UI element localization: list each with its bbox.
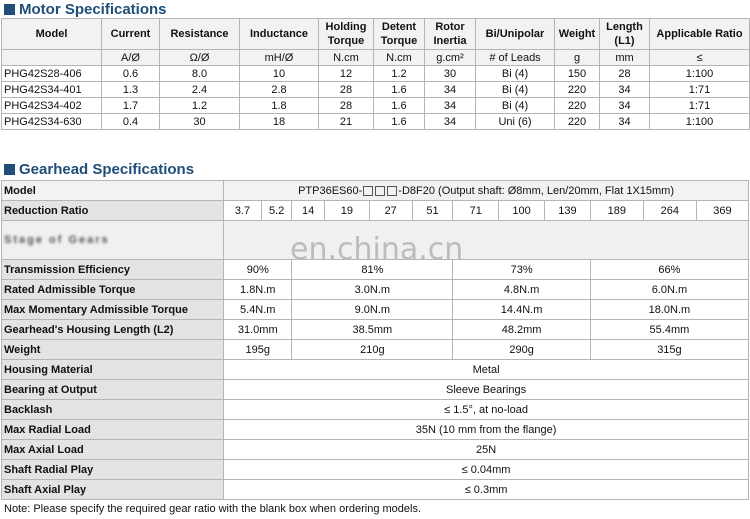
motor-spec-table <box>1 18 750 130</box>
header-cell: Inductance <box>240 19 319 50</box>
row-label: Max Momentary Admissible Torque <box>2 300 224 320</box>
table-cell: 4.8N.m <box>453 280 591 300</box>
table-cell: 18.0N.m <box>590 300 748 320</box>
unit-cell: g.cm² <box>425 50 476 66</box>
table-cell: 34 <box>425 82 476 98</box>
table-cell: 34 <box>425 114 476 130</box>
ratio-row <box>2 201 749 221</box>
table-cell: 12 <box>319 66 374 82</box>
table-cell: 21 <box>319 114 374 130</box>
table-cell: 28 <box>600 66 650 82</box>
footnote: Note: Please specify the required gear ratio with the blank box when ordering models. <box>4 503 422 515</box>
obscured-row <box>2 221 749 260</box>
table-cell: ≤ 1.5°, at no-load <box>224 400 749 420</box>
table-cell: 1.6 <box>374 98 425 114</box>
table-cell: 220 <box>555 82 600 98</box>
model-suffix: -D8F20 (Output shaft: Ø8mm, Len/20mm, Flat 1X15mm) <box>398 184 675 197</box>
table-cell: 5.4N.m <box>224 300 292 320</box>
model-cell: PHG42S34-401 <box>2 82 102 98</box>
ratio-cell: 369 <box>696 201 748 221</box>
ratio-cell: 3.7 <box>224 201 262 221</box>
table-cell: 290g <box>453 340 591 360</box>
model-cell: PHG42S34-630 <box>2 114 102 130</box>
table-cell: 28 <box>319 98 374 114</box>
table-cell: 34 <box>600 82 650 98</box>
blank-box-icon <box>363 186 373 196</box>
table-cell: 81% <box>292 260 453 280</box>
table-row <box>2 82 750 98</box>
motor-title: Motor Specifications <box>19 0 167 18</box>
table-cell: 150 <box>555 66 600 82</box>
row-label: Gearhead's Housing Length (L2) <box>2 320 224 340</box>
axial-load-row <box>2 440 749 460</box>
table-cell: 34 <box>425 98 476 114</box>
ratio-cell: 139 <box>545 201 591 221</box>
gear-title: Gearhead Specifications <box>19 160 195 178</box>
table-cell: Bi (4) <box>476 98 555 114</box>
ratio-cell: 27 <box>369 201 412 221</box>
unit-cell: Ω/Ø <box>160 50 240 66</box>
table-cell: 1.2 <box>160 98 240 114</box>
ratio-cell: 5.2 <box>261 201 292 221</box>
row-label: Shaft Axial Play <box>2 480 224 500</box>
weight-row <box>2 340 749 360</box>
table-cell: 1.3 <box>102 82 160 98</box>
section-marker-icon <box>4 164 15 175</box>
table-row <box>2 114 750 130</box>
gear-section-title <box>4 160 194 178</box>
header-cell: Length (L1) <box>600 19 650 50</box>
table-cell: Bi (4) <box>476 82 555 98</box>
ratio-cell: 264 <box>643 201 696 221</box>
momentary-torque-row <box>2 300 749 320</box>
header-cell: Current <box>102 19 160 50</box>
table-cell: 90% <box>224 260 292 280</box>
motor-units-row <box>2 50 750 66</box>
header-cell: Model <box>2 19 102 50</box>
table-cell: 0.4 <box>102 114 160 130</box>
header-cell: Resistance <box>160 19 240 50</box>
model-cell: PHG42S28-406 <box>2 66 102 82</box>
ratio-cell: 14 <box>292 201 325 221</box>
row-label: Shaft Radial Play <box>2 460 224 480</box>
blank-box-icon <box>375 186 385 196</box>
ratio-cell: 71 <box>453 201 499 221</box>
row-label: Bearing at Output <box>2 380 224 400</box>
unit-cell: ≤ <box>650 50 750 66</box>
table-cell: 31.0mm <box>224 320 292 340</box>
table-cell: 1.2 <box>374 66 425 82</box>
table-cell: 35N (10 mm from the flange) <box>224 420 749 440</box>
unit-cell: N.cm <box>319 50 374 66</box>
table-cell: 1.8 <box>240 98 319 114</box>
housing-length-row <box>2 320 749 340</box>
unit-cell: # of Leads <box>476 50 555 66</box>
table-row <box>2 66 750 82</box>
ratio-cell: 51 <box>412 201 453 221</box>
header-cell: Detent Torque <box>374 19 425 50</box>
table-cell: 66% <box>590 260 748 280</box>
table-cell: 48.2mm <box>453 320 591 340</box>
table-cell: 14.4N.m <box>453 300 591 320</box>
row-label: Model <box>2 181 224 201</box>
row-label: Backlash <box>2 400 224 420</box>
unit-cell: mH/Ø <box>240 50 319 66</box>
unit-cell: A/Ø <box>102 50 160 66</box>
table-cell: 210g <box>292 340 453 360</box>
table-cell: 315g <box>590 340 748 360</box>
table-row <box>2 98 750 114</box>
table-cell: Bi (4) <box>476 66 555 82</box>
table-cell: 18 <box>240 114 319 130</box>
table-cell: ≤ 0.3mm <box>224 480 749 500</box>
table-cell: 195g <box>224 340 292 360</box>
table-cell: 28 <box>319 82 374 98</box>
table-cell: 220 <box>555 98 600 114</box>
table-cell: ≤ 0.04mm <box>224 460 749 480</box>
table-cell: 1:100 <box>650 114 750 130</box>
blank-box-icon <box>387 186 397 196</box>
row-label: Max Axial Load <box>2 440 224 460</box>
ratio-cell: 100 <box>499 201 545 221</box>
table-cell: 3.0N.m <box>292 280 453 300</box>
table-cell: 1.6 <box>374 82 425 98</box>
table-cell: 8.0 <box>160 66 240 82</box>
table-cell: 9.0N.m <box>292 300 453 320</box>
model-row <box>2 181 749 201</box>
table-cell: 30 <box>160 114 240 130</box>
backlash-row <box>2 400 749 420</box>
obscured-label: Stage of Gears <box>2 221 224 260</box>
section-marker-icon <box>4 4 15 15</box>
table-cell: 34 <box>600 114 650 130</box>
motor-header-row <box>2 19 750 50</box>
table-cell: 1.8N.m <box>224 280 292 300</box>
table-cell: 1:71 <box>650 98 750 114</box>
gearhead-spec-table <box>1 180 749 500</box>
table-cell: 30 <box>425 66 476 82</box>
header-cell: Weight <box>555 19 600 50</box>
obscured-value <box>224 221 749 260</box>
ratio-cell: 19 <box>324 201 369 221</box>
table-cell: 1:71 <box>650 82 750 98</box>
table-cell: 1.7 <box>102 98 160 114</box>
radial-load-row <box>2 420 749 440</box>
table-cell: 0.6 <box>102 66 160 82</box>
ratio-cell: 189 <box>590 201 643 221</box>
model-prefix: PTP36ES60- <box>298 184 363 197</box>
efficiency-row <box>2 260 749 280</box>
header-cell: Holding Torque <box>319 19 374 50</box>
table-cell: Uni (6) <box>476 114 555 130</box>
table-cell: 38.5mm <box>292 320 453 340</box>
header-cell: Bi/Unipolar <box>476 19 555 50</box>
header-cell: Rotor Inertia <box>425 19 476 50</box>
housing-material-row <box>2 360 749 380</box>
model-cell: PHG42S34-402 <box>2 98 102 114</box>
motor-section-title <box>4 0 167 18</box>
table-cell: 73% <box>453 260 591 280</box>
row-label: Reduction Ratio <box>2 201 224 221</box>
table-cell: 220 <box>555 114 600 130</box>
table-cell: 1:100 <box>650 66 750 82</box>
row-label: Transmission Efficiency <box>2 260 224 280</box>
table-cell: 2.4 <box>160 82 240 98</box>
watermark: en.china.cn <box>290 232 464 267</box>
rated-torque-row <box>2 280 749 300</box>
table-cell: 6.0N.m <box>590 280 748 300</box>
row-label: Rated Admissible Torque <box>2 280 224 300</box>
axial-play-row <box>2 480 749 500</box>
unit-cell: mm <box>600 50 650 66</box>
table-cell: 55.4mm <box>590 320 748 340</box>
row-label: Max Radial Load <box>2 420 224 440</box>
table-cell: 2.8 <box>240 82 319 98</box>
table-cell: 25N <box>224 440 749 460</box>
header-cell: Applicable Ratio <box>650 19 750 50</box>
table-cell: 34 <box>600 98 650 114</box>
row-label: Housing Material <box>2 360 224 380</box>
bearing-row <box>2 380 749 400</box>
table-cell: 10 <box>240 66 319 82</box>
unit-cell: N.cm <box>374 50 425 66</box>
table-cell: 1.6 <box>374 114 425 130</box>
row-label: Weight <box>2 340 224 360</box>
table-cell: Metal <box>224 360 749 380</box>
unit-cell: g <box>555 50 600 66</box>
table-cell: Sleeve Bearings <box>224 380 749 400</box>
model-value <box>224 181 749 201</box>
unit-cell <box>2 50 102 66</box>
radial-play-row <box>2 460 749 480</box>
